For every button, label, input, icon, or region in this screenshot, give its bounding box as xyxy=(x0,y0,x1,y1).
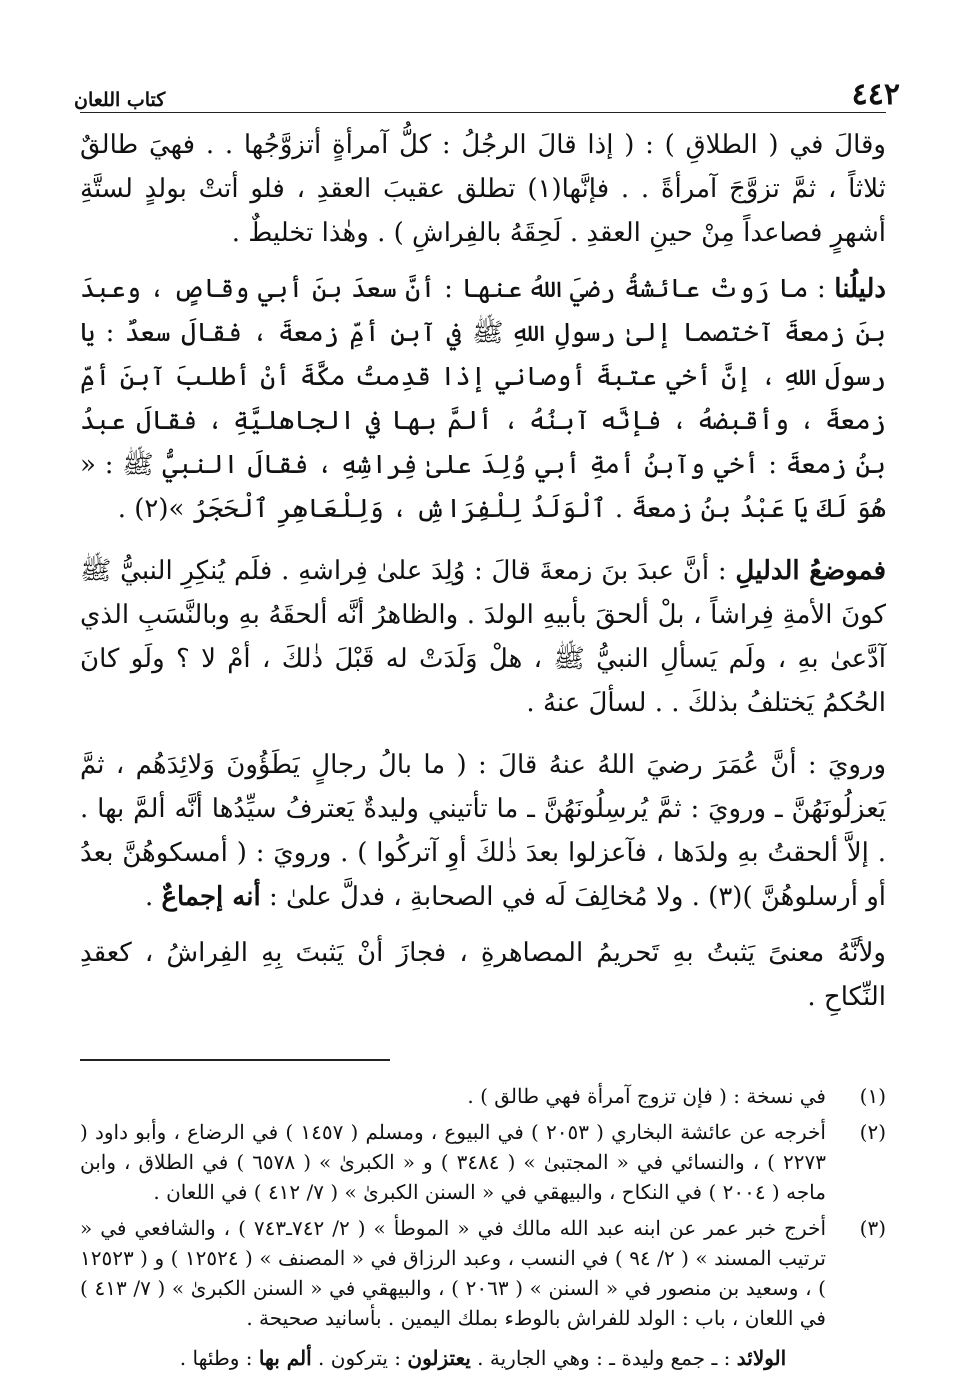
footnotes xyxy=(80,1081,886,1333)
footnote-text: أخرج خبر عمر عن ابنه عبد الله مالك في « الموطأ » ( ٢/ ٧٤٢ـ٧٤٣ ) ، والشافعي في « ترتيب المسند » ( ٢/ ٩٤ ) في النسب ، وعبد الرزاق في « المصنف » ( ١٢٥٢٤ ) و ( ١٢٥٢٣ ) ، وسعيد بن منصور في « السنن » ( ٢٠٦٣ ) ، والبيهقي في « السنن الكبرىٰ » ( ٧/ ٤١٣ ) في اللعان ، باب : الولد للفراش بالوطء بملك اليمين . بأسانيد صحيحة . xyxy=(80,1216,826,1330)
paragraph-5-text: ولأنَّهُ معنىً يَثبتُ بهِ تَحريمُ المصاهرةِ ، فجازَ أنْ يَثبتَ بِهِ الفِراشُ ، كعقدِ النِّكاحِ . xyxy=(80,938,886,1012)
paragraph-5 xyxy=(80,931,886,1019)
glossary-def-1: : ـ جمع وليدة ـ : وهي الجارية . xyxy=(470,1346,737,1370)
evidence-point-heading: فموضعُ الدليلِ xyxy=(735,556,887,586)
glossary-term-2: يعتزلون xyxy=(407,1346,471,1370)
glossary-def-2: : يتركون . xyxy=(311,1346,408,1370)
paragraph-1-text: وقالَ في ( الطلاقِ ) : ( إذا قالَ الرجُلُ : كلُّ آمرأةٍ أتزوَّجُها . . فهيَ طالقٌ ثلاثاً ، ثمَّ تزوَّجَ آمرأةً . . فإنَّها(١) تطلق عقيبَ العقدِ ، فلو أتتْ بولدٍ لستَّةِ أشهرٍ فصاعداً مِنْ حينِ العقدِ . لَحِقَهُ بالفِراشِ ) . وهٰذا تخليطٌ . xyxy=(80,130,886,248)
paragraph-4-end: . xyxy=(144,882,162,912)
footnote-text: في نسخة : ( فإن تزوج آمرأة فهي طالق ) . xyxy=(467,1084,826,1108)
footnote-number: (١) xyxy=(859,1084,886,1108)
paragraph-1 xyxy=(80,123,886,255)
paragraph-2-text: : ما رَوتْ عائشةُ رضيَ اللهُ عنها : أنَّ سعدَ بنَ أبي وقاصٍ ، وعبدَ بنَ زمعةَ آختصما إلىٰ رسولِ اللهِ ﷺ في آبنِ أمِّ زمعةَ ، فقالَ سعدٌ : يا رسولَ اللهِ ، إنَّ أخي عتبةَ أوصاني إذا قدِمتُ مكَّةَ أنْ أطلبَ آبنَ أمِّ زمعةَ ، وأقبضهُ ، فإنَّه آبنُهُ ، ألمَّ بها في الجاهليَّةِ ، فقالَ عبدُ بنُ زمعةَ : أخي وآبنُ أمةِ أبي وُلِدَ علىٰ فِراشِهِ ، فقالَ النبيُّ ﷺ : « هُوَ لَكَ يَا عَبْدُ بنُ زمعةَ . ٱلْوَلَدُ لِلْفِرَاشِ ، وَلِلْعَاهِرِ ٱلْحَجَرُ »(٢) . xyxy=(80,274,886,524)
glossary-def-3: : وطئها . xyxy=(179,1346,259,1370)
paragraph-3 xyxy=(80,549,886,725)
footnote-number: (٣) xyxy=(859,1216,886,1240)
paragraph-3-text: : أنَّ عبدَ بنَ زمعةَ قالَ : وُلِدَ علىٰ فِراشهِ . فلَم يُنكِرِ النبيُّ ﷺ كونَ الأمةِ فِراشاً ، بلْ ألحقَ بأبيهِ الولدَ . والظاهرُ أنَّه ألحقَهُ بهِ وبالنَّسَبِ الذي آدَّعىٰ بهِ ، ولَم يَسألِ النبيُّ ﷺ ، هلْ وَلَدَتْ له قَبْلَ ذٰلكَ ، أمْ لا ؟ ولَو كانَ الحُكمُ يَختلفُ بذلكَ . . لسألَ عنهُ . xyxy=(80,556,886,718)
footnote-2 xyxy=(80,1117,886,1207)
glossary-term-1: الولائد xyxy=(736,1346,787,1370)
paragraph-4-text: ورويَ : أنَّ عُمَرَ رضيَ اللهُ عنهُ قالَ : ( ما بالُ رجالٍ يَطَؤُونَ وَلائِدَهُم ، ثمَّ يَعزلُونَهُنَّ ـ ورويَ : ثمَّ يُرسِلُونَهُنَّ ـ ما تأتيني وليدةٌ يَعترفُ سيِّدُها أنَّه ألمَّ بها . . إلاَّ ألحقتُ بهِ ولدَها ، فآعزلوا بعدَ ذٰلكَ أوِ آتركُوا ) . ورويَ : ( أمسكوهُنَّ بعدُ أو أرسلوهُنَّ )(٣) . ولا مُخالِفَ لَه في الصحابةِ ، فدلَّ علىٰ : xyxy=(80,750,886,912)
evidence-heading: دليلُنا xyxy=(834,274,886,304)
main-text xyxy=(80,123,886,1019)
page-header xyxy=(74,70,900,113)
footnote-1 xyxy=(80,1081,886,1111)
page-number: ٤٤٢ xyxy=(851,77,900,112)
footnote-separator xyxy=(80,1059,390,1061)
footnote-text: أخرجه عن عائشة البخاري ( ٢٠٥٣ ) في البيوع ، ومسلم ( ١٤٥٧ ) في الرضاع ، وأبو داود ( ٢٢٧٣ ) ، والنسائي في « المجتبىٰ » ( ٣٤٨٤ ) و « الكبرىٰ » ( ٦٥٧٨ ) في الطلاق ، وابن ماجه ( ٢٠٠٤ ) في النكاح ، والبيهقي في « السنن الكبرىٰ » ( ٧/ ٤١٢ ) في اللعان . xyxy=(80,1120,826,1204)
running-title: كتاب اللعان xyxy=(74,89,166,111)
footnote-3 xyxy=(80,1213,886,1333)
footnote-number: (٢) xyxy=(859,1120,886,1144)
glossary-term-3: ألم بها xyxy=(258,1346,312,1370)
book-page xyxy=(74,70,900,1373)
consensus-phrase: أنه إجماعٌ xyxy=(161,882,261,912)
paragraph-4 xyxy=(80,743,886,919)
paragraph-2 xyxy=(80,267,886,531)
